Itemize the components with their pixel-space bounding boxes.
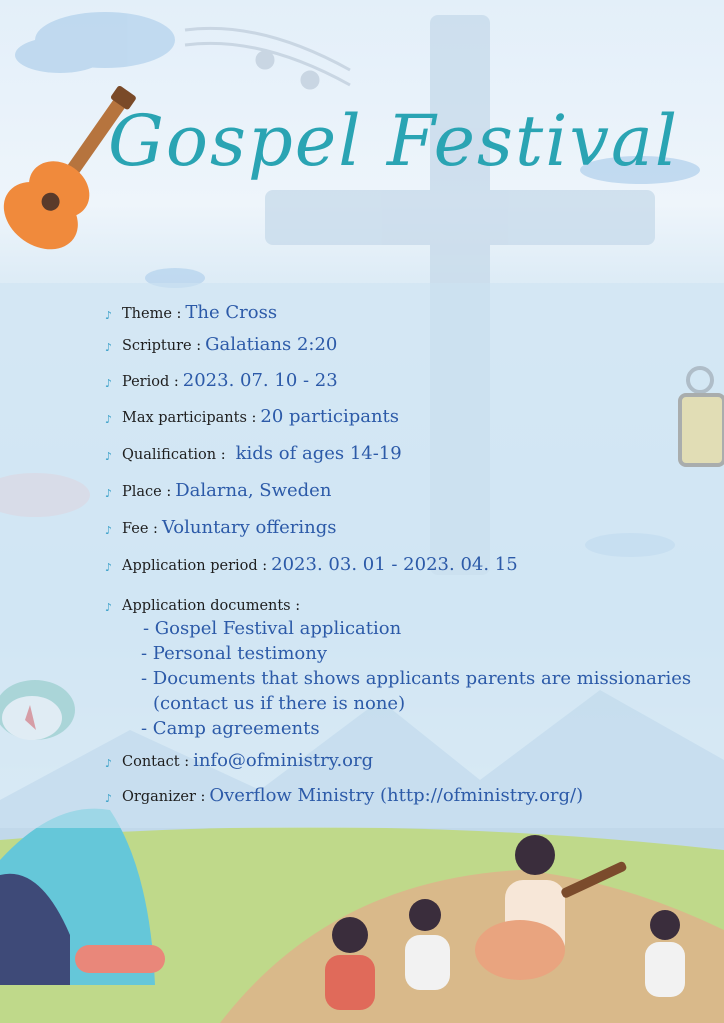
note-bullet-icon: ♪ xyxy=(105,524,113,537)
contact-email[interactable]: info@ofministry.org xyxy=(193,750,374,771)
music-notes-icon xyxy=(185,28,350,88)
note-bullet-icon: ♪ xyxy=(105,413,113,426)
note-bullet-icon: ♪ xyxy=(105,309,113,322)
list-item: ♪ Place : Dalarna, Sweden xyxy=(105,480,332,501)
document-item: (contact us if there is none) xyxy=(153,693,406,714)
list-item: ♪ Period : 2023. 07. 10 - 23 xyxy=(105,370,338,391)
page-title: Gospel Festival xyxy=(108,100,680,182)
note-bullet-icon: ♪ xyxy=(105,757,113,770)
list-item: ♪ Application documents : xyxy=(105,598,301,614)
list-item: ♪ Theme : The Cross xyxy=(105,302,278,323)
list-item: ♪ Qualification : kids of ages 14-19 xyxy=(105,443,402,464)
document-item: - Gospel Festival application xyxy=(143,618,402,639)
list-item: ♪ Application period : 2023. 03. 01 - 2023. 04. 15 xyxy=(105,554,518,575)
note-bullet-icon: ♪ xyxy=(105,377,113,390)
organizer-link[interactable]: Overflow Ministry (http://ofministry.org/) xyxy=(209,785,584,806)
list-item: ♪ Contact : info@ofministry.org xyxy=(105,750,374,771)
list-item: ♪ Fee : Voluntary offerings xyxy=(105,517,337,538)
list-item: ♪ Max participants : 20 participants xyxy=(105,406,400,427)
document-item: - Camp agreements xyxy=(141,718,320,739)
note-bullet-icon: ♪ xyxy=(105,450,113,463)
document-item: - Documents that shows applicants parents are missionaries xyxy=(141,668,692,689)
note-bullet-icon: ♪ xyxy=(105,487,113,500)
note-bullet-icon: ♪ xyxy=(105,601,113,614)
document-item: - Personal testimony xyxy=(141,643,328,664)
note-bullet-icon: ♪ xyxy=(105,561,113,574)
list-item: ♪ Scripture : Galatians 2:20 xyxy=(105,334,338,355)
list-item: ♪ Organizer : Overflow Ministry (http://ofministry.org/) xyxy=(105,785,584,806)
note-bullet-icon: ♪ xyxy=(105,792,113,805)
note-bullet-icon: ♪ xyxy=(105,341,113,354)
